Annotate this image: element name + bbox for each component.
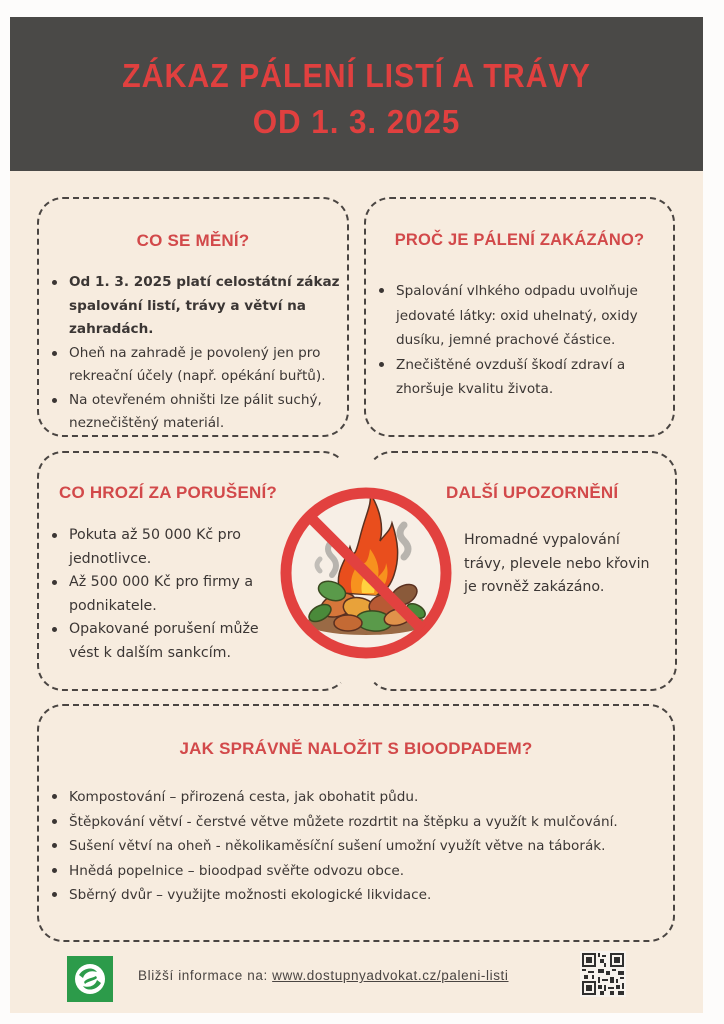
no-burning-leaves-icon (276, 483, 456, 663)
section-proc-zakazano (364, 197, 675, 437)
section-title: PROČ JE PÁLENÍ ZAKÁZÁNO? (394, 231, 645, 249)
qr-code-icon[interactable] (580, 951, 626, 997)
list-item: Hnědá popelnice – bioodpad svěřte odvozu obce. (49, 859, 669, 884)
list-item: Pokuta až 50 000 Kč pro jednotlivce. (49, 524, 279, 571)
bullet-list (49, 785, 669, 908)
list-item: Kompostování – přirozená cesta, jak obohatit půdu. (49, 785, 669, 810)
list-item: Od 1. 3. 2025 platí celostátní zákaz spalování listí, trávy a větví na zahradách. (49, 271, 349, 342)
list-item: Sběrný dvůr – využijte možnosti ekologické likvidace. (49, 883, 669, 908)
bullet-list (49, 524, 279, 665)
footer-link[interactable]: www.dostupnyadvokat.cz/paleni-listi (272, 968, 509, 983)
list-item: Až 500 000 Kč pro firmy a podnikatele. (49, 571, 279, 618)
list-item: Štěpkování větví - čerstvé větve můžete rozdrtit na štěpku a využít k mulčování. (49, 810, 669, 835)
list-item: Spalování vlhkého odpadu uvolňuje jedovaté látky: oxid uhelnatý, oxidy dusíku, jemné prachové částice. (376, 279, 672, 353)
law-firm-logo-icon (67, 956, 113, 1002)
list-item: Na otevřeném ohništi lze pálit suchý, neznečištěný materiál. (49, 389, 349, 436)
section-title: JAK SPRÁVNĚ NALOŽIT S BIOODPADEM? (179, 739, 533, 758)
list-item: Sušení větví na oheň - několikaměsíční sušení umožní využít větve na táborák. (49, 834, 669, 859)
section-co-se-meni (37, 197, 349, 437)
list-item: Oheň na zahradě je povolený jen pro rekreační účely (např. opékání buřtů). (49, 342, 349, 389)
section-title: CO HROZÍ ZA PORUŠENÍ? (59, 483, 277, 502)
section-title: CO SE MĚNÍ? (136, 231, 250, 250)
footer-info (138, 968, 509, 983)
list-item: Znečištěné ovzduší škodí zdraví a zhoršuje kvalitu života. (376, 353, 672, 402)
page-title: ZÁKAZ PÁLENÍ LISTÍ A TRÁVY (122, 57, 591, 94)
bullet-list (376, 279, 672, 402)
poster (10, 17, 703, 1013)
footer-label: Bližší informace na: (138, 968, 273, 983)
section-bioodpad (37, 704, 675, 942)
list-item: Opakované porušení může vést k dalším sankcím. (49, 618, 279, 665)
section-title: DALŠÍ UPOZORNĚNÍ (446, 483, 619, 502)
bullet-list (49, 271, 349, 436)
section-text: Hromadné vypalování trávy, plevele nebo křovin je rovněž zakázáno. (464, 532, 650, 595)
page-subtitle-date: OD 1. 3. 2025 (252, 103, 461, 140)
header-banner (10, 17, 703, 171)
